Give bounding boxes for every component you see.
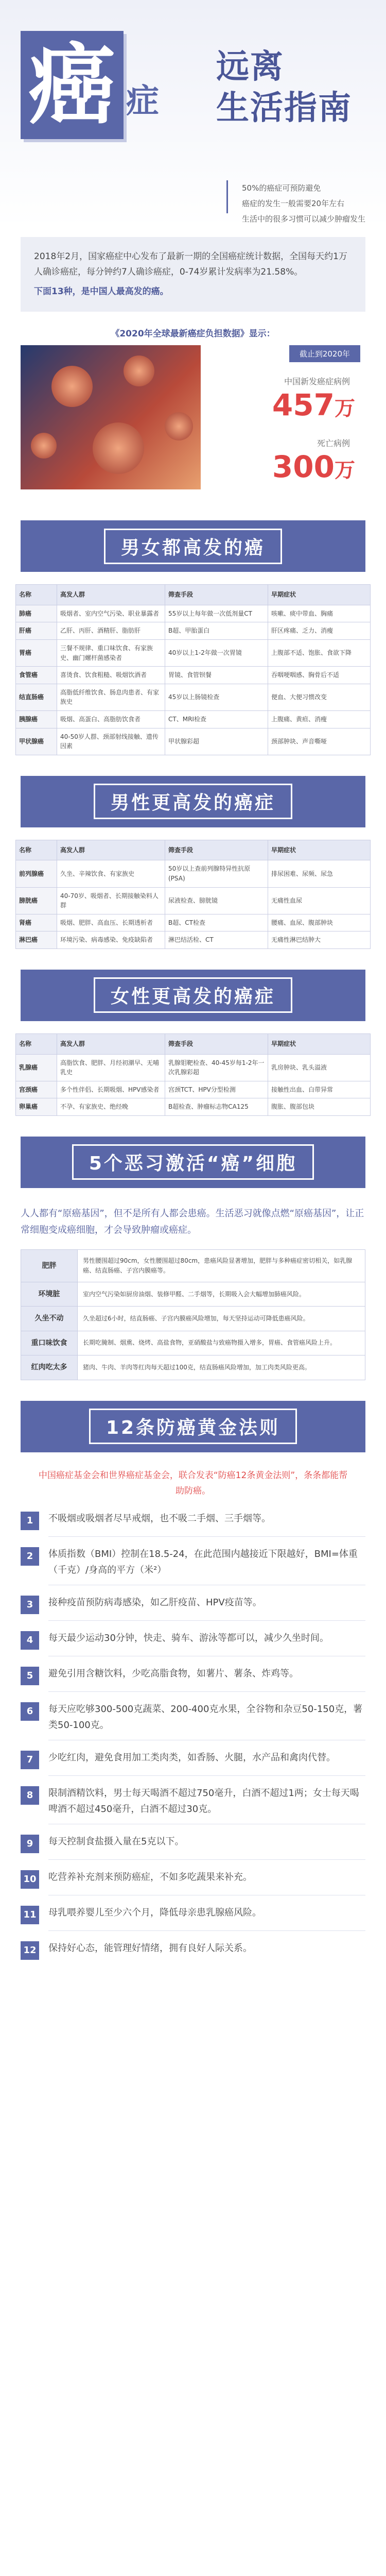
- habit-name: 肥胖: [21, 1249, 78, 1282]
- table-row: [16, 640, 371, 667]
- table-row: [16, 728, 371, 755]
- cell-early-symptom: 咳嗽、痰中带血、胸痛: [268, 605, 371, 622]
- habit-description: 久坐超过6小时，结直肠癌、子宫内膜癌风险增加，每天坚持运动可降低患癌风险。: [78, 1307, 365, 1331]
- habit-name: 久坐不动: [21, 1307, 78, 1331]
- rule-divider: [48, 1930, 365, 1931]
- stat-death-unit: 万: [335, 459, 355, 483]
- table-row: [16, 1081, 371, 1098]
- rule-item: [21, 1834, 365, 1853]
- cell-screening: 55岁以上每年做一次低剂量CT: [165, 605, 268, 622]
- cell-screening: 尿液检查、膀胱镜: [165, 887, 268, 914]
- hero-accent-bar: [226, 180, 228, 213]
- rule-text: 每天最少运动30分钟，快走、骑车、游泳等都可以，减少久坐时间。: [48, 1632, 329, 1643]
- cell-cancer-name: 食管癌: [16, 667, 57, 684]
- table-row: [16, 1098, 371, 1116]
- habits-intro: 人人都有“原癌基因”，但不是所有人都会患癌。生活恶习就像点燃“原癌基因”，让正常细胞变成癌细胞，才会导致肿瘤或癌症。: [21, 1208, 364, 1236]
- rule-item: [21, 1869, 365, 1889]
- habit-name: 环境脏: [21, 1282, 78, 1307]
- virus-image: [21, 345, 201, 489]
- col-header-group: 高发人群: [57, 840, 165, 860]
- rule-divider: [48, 1775, 365, 1776]
- data-title: [0, 326, 386, 339]
- table-row: [16, 914, 371, 931]
- section-title-rules: 12条防癌黄金法则: [89, 1409, 297, 1444]
- data-title-prefix: 《2020年全球最新癌症负担数据》显示：: [111, 329, 275, 340]
- table-row: [16, 711, 371, 728]
- cell-high-risk-group: 不孕、有家族史、绝经晚: [57, 1098, 165, 1116]
- rule-number: 12: [21, 1941, 39, 1960]
- habit-row: [21, 1307, 365, 1331]
- cell-screening: 甲状腺彩超: [165, 728, 268, 755]
- col-header-name: 名称: [16, 1033, 57, 1054]
- table-female: [15, 1033, 371, 1116]
- rule-number: 2: [21, 1547, 39, 1566]
- cell-cancer-name: 宫颈癌: [16, 1081, 57, 1098]
- table-row: [16, 860, 371, 887]
- hero-char-small: 症: [126, 82, 159, 121]
- cell-early-symptom: 接触性出血、白带异常: [268, 1081, 371, 1098]
- hero-sub-line: 生活中的很多习惯可以减少肿瘤发生: [242, 214, 366, 224]
- cell-high-risk-group: 40-70岁、吸烟者、长期接触染料人群: [57, 887, 165, 914]
- rule-divider: [48, 1691, 365, 1692]
- intro-highlight: 下面13种，是中国人最高发的癌。: [34, 286, 169, 297]
- stat-death-value: [272, 449, 355, 484]
- intro-box: [21, 237, 365, 312]
- col-header-name: 名称: [16, 840, 57, 860]
- rules-list: [21, 1511, 365, 1960]
- rule-number: 11: [21, 1906, 39, 1924]
- stat-death-number: 300: [272, 449, 335, 485]
- cell-early-symptom: 上腹痛、黄疸、消瘦: [268, 711, 371, 728]
- cell-high-risk-group: 乙肝、丙肝、酒精肝、脂肪肝: [57, 622, 165, 640]
- cell-screening: 胃镜、食管钡餐: [165, 667, 268, 684]
- rule-number: 10: [21, 1870, 39, 1889]
- section-title-female: 女性更高发的癌症: [94, 977, 292, 1013]
- rule-item: [21, 1940, 365, 1960]
- habit-description: 男性腰围超过90cm，女性腰围超过80cm，患癌风险显著增加，肥胖与多种癌症密切相关，如乳腺癌、结直肠癌、子宫内膜癌等。: [78, 1249, 365, 1282]
- col-header-name: 名称: [16, 585, 57, 605]
- cell-early-symptom: 排尿困难、尿频、尿急: [268, 860, 371, 887]
- cell-early-symptom: 肝区疼痛、乏力、消瘦: [268, 622, 371, 640]
- section-banner-habits: [21, 1137, 365, 1188]
- cell-cancer-name: 甲状腺癌: [16, 728, 57, 755]
- cell-screening: B超检查、肿瘤标志物CA125: [165, 1098, 268, 1116]
- stat-new-unit: 万: [335, 397, 355, 421]
- habit-name: 重口味饮食: [21, 1331, 78, 1355]
- stats-tag: 截止到2020年: [289, 345, 360, 362]
- cell-cancer-name: 结直肠癌: [16, 684, 57, 710]
- cell-early-symptom: 无痛性淋巴结肿大: [268, 931, 371, 949]
- stat-new-label: 中国新发癌症病例: [284, 377, 350, 387]
- cell-high-risk-group: 喜烫食、饮食粗糙、吸烟饮酒者: [57, 667, 165, 684]
- table-row: [16, 622, 371, 640]
- rule-text: 每天控制食盐摄入量在5克以下。: [48, 1836, 184, 1847]
- cell-early-symptom: 上腹部不适、饱胀、食欲下降: [268, 640, 371, 667]
- rule-number: 9: [21, 1835, 39, 1853]
- col-header-screen: 筛查手段: [165, 840, 268, 860]
- cell-screening: 50岁以上查前列腺特异性抗原(PSA): [165, 860, 268, 887]
- rules-intro: 中国癌症基金会和世界癌症基金会，联合发表“防癌12条黄金法则”，条条都能帮助防癌。: [38, 1470, 348, 1497]
- rule-divider: [48, 1620, 365, 1621]
- stat-new-value: [272, 387, 355, 422]
- cell-cancer-name: 卵巢癌: [16, 1098, 57, 1116]
- cell-high-risk-group: 高脂饮食、肥胖、月经初潮早、无哺乳史: [57, 1054, 165, 1081]
- cell-cancer-name: 乳腺癌: [16, 1054, 57, 1081]
- cell-screening: 40岁以上1-2年做一次胃镜: [165, 640, 268, 667]
- table-row: [16, 931, 371, 949]
- habit-description: 长期吃腌制、烟熏、烧烤、高盐食物，亚硝酸盐与致癌物摄入增多，胃癌、食管癌风险上升。: [78, 1331, 365, 1355]
- table-header-row: [16, 585, 371, 605]
- cell-high-risk-group: 环境污染、病毒感染、免疫缺陷者: [57, 931, 165, 949]
- cell-early-symptom: 颈部肿块、声音嘶哑: [268, 728, 371, 755]
- rule-item: [21, 1546, 365, 1579]
- cell-screening: B超、甲胎蛋白: [165, 622, 268, 640]
- rule-text: 吃营养补充剂来预防癌症，不如多吃蔬果来补充。: [48, 1871, 252, 1883]
- rule-text: 避免引用含糖饮料，少吃高脂食物，如薯片、薯条、炸鸡等。: [48, 1668, 299, 1679]
- hero-subtitle: [242, 180, 376, 227]
- cell-high-risk-group: 吸烟、肥胖、高血压、长期透析者: [57, 914, 165, 931]
- rule-item: [21, 1750, 365, 1769]
- table-row: [16, 605, 371, 622]
- section-banner-female: [21, 970, 365, 1021]
- rule-text: 接种疫苗预防病毒感染，如乙肝疫苗、HPV疫苗等。: [48, 1597, 262, 1608]
- cell-early-symptom: 腹胀、腹部包块: [268, 1098, 371, 1116]
- col-header-screen: 筛查手段: [165, 585, 268, 605]
- rule-text: 保持好心态，能管理好情绪，拥有良好人际关系。: [48, 1942, 252, 1954]
- rule-divider: [48, 1859, 365, 1860]
- rule-text: 不吸烟或吸烟者尽早戒烟，也不吸二手烟、三手烟等。: [48, 1513, 271, 1524]
- cell-high-risk-group: 吸烟者、室内空气污染、职业暴露者: [57, 605, 165, 622]
- cell-screening: 淋巴结活检、CT: [165, 931, 268, 949]
- rule-divider: [48, 1536, 365, 1537]
- cell-high-risk-group: 三餐不规律、重口味饮食、有家族史、幽门螺杆菌感染者: [57, 640, 165, 667]
- intro-text: 2018年2月，国家癌症中心发布了最新一期的全国癌症统计数据，全国每天约1万人确诊癌症，每分钟约7人确诊癌症，0-74岁累计发病率为21.58%。: [34, 251, 347, 277]
- rule-item: [21, 1666, 365, 1685]
- table-header-row: [16, 1033, 371, 1054]
- col-header-symptom: 早期症状: [268, 585, 371, 605]
- cell-high-risk-group: 久坐、辛辣饮食、有家族史: [57, 860, 165, 887]
- section-banner-both: [21, 520, 365, 572]
- habit-row: [21, 1355, 365, 1380]
- habit-row: [21, 1331, 365, 1355]
- rule-text: 限制酒精饮料，男士每天喝酒不超过750毫升，白酒不超过1两；女士每天喝啤酒不超过450毫升，白酒不超过30克。: [48, 1787, 359, 1815]
- col-header-symptom: 早期症状: [268, 1033, 371, 1054]
- section-title-habits: 5个恶习激活“癌”细胞: [72, 1144, 314, 1180]
- stats-row: [21, 345, 365, 500]
- rule-item: [21, 1595, 365, 1614]
- table-row: [16, 887, 371, 914]
- cell-cancer-name: 膀胱癌: [16, 887, 57, 914]
- rule-number: 7: [21, 1751, 39, 1769]
- table-header-row: [16, 840, 371, 860]
- rule-number: 1: [21, 1512, 39, 1530]
- rule-item: [21, 1701, 365, 1734]
- habit-description: 室内空气污染如厨房油烟、装修甲醛、二手烟等，长期吸入会大幅增加肺癌风险。: [78, 1282, 365, 1307]
- cell-high-risk-group: 40-50岁人群、颈部射线接触、遗传因素: [57, 728, 165, 755]
- habit-description: 猪肉、牛肉、羊肉等红肉每天超过100克，结直肠癌风险增加，加工肉类风险更高。: [78, 1355, 365, 1380]
- section-title-male: 男性更高发的癌症: [94, 784, 292, 819]
- cell-early-symptom: 便血、大便习惯改变: [268, 684, 371, 710]
- rule-item: [21, 1785, 365, 1818]
- section-banner-male: [21, 776, 365, 827]
- cell-high-risk-group: 多个性伴侣、长期吸烟、HPV感染者: [57, 1081, 165, 1098]
- cell-screening: 宫颈TCT、HPV分型检测: [165, 1081, 268, 1098]
- hero-title-line2: 生活指南: [216, 89, 352, 127]
- cell-cancer-name: 肝癌: [16, 622, 57, 640]
- rule-text: 每天应吃够300-500克蔬菜、200-400克水果，全谷物和杂豆50-150克，薯类50-100克。: [48, 1703, 363, 1731]
- habit-row: [21, 1282, 365, 1307]
- col-header-symptom: 早期症状: [268, 840, 371, 860]
- rule-item: [21, 1630, 365, 1650]
- stat-death-label: 死亡病例: [317, 438, 350, 449]
- section-title-both: 男女都高发的癌: [104, 529, 282, 564]
- stat-new-number: 457: [272, 387, 335, 423]
- table-both: [15, 584, 371, 755]
- cell-high-risk-group: 高脂低纤维饮食、肠息肉患者、有家族史: [57, 684, 165, 710]
- table-row: [16, 667, 371, 684]
- rule-number: 3: [21, 1596, 39, 1614]
- section-banner-rules: [21, 1401, 365, 1452]
- table-male: [15, 840, 371, 949]
- hero-title: [216, 46, 352, 129]
- cell-cancer-name: 肺癌: [16, 605, 57, 622]
- col-header-group: 高发人群: [57, 1033, 165, 1054]
- rule-number: 8: [21, 1786, 39, 1805]
- cell-cancer-name: 淋巴癌: [16, 931, 57, 949]
- col-header-group: 高发人群: [57, 585, 165, 605]
- table-row: [16, 684, 371, 710]
- hero-sub-line: 50%的癌症可预防避免: [242, 183, 321, 193]
- cell-high-risk-group: 吸烟、高蛋白、高脂肪饮食者: [57, 711, 165, 728]
- cell-cancer-name: 肾癌: [16, 914, 57, 931]
- habit-name: 红肉吃太多: [21, 1355, 78, 1380]
- rule-number: 5: [21, 1667, 39, 1685]
- table-row: [16, 1054, 371, 1081]
- rule-text: 少吃红肉，避免食用加工类肉类，如香肠、火腿，水产品和禽肉代替。: [48, 1752, 336, 1763]
- cell-screening: B超、CT检查: [165, 914, 268, 931]
- habits-table: [21, 1249, 365, 1380]
- cell-early-symptom: 乳房肿块、乳头溢液: [268, 1054, 371, 1081]
- hero-char-tile: [21, 31, 124, 139]
- cell-early-symptom: 无痛性血尿: [268, 887, 371, 914]
- rule-item: [21, 1905, 365, 1924]
- habit-row: [21, 1249, 365, 1282]
- rule-number: 6: [21, 1702, 39, 1721]
- cell-cancer-name: 胰腺癌: [16, 711, 57, 728]
- hero-title-line1: 远离: [216, 48, 284, 86]
- rule-text: 母乳喂养婴儿至少六个月，降低母亲患乳腺癌风险。: [48, 1907, 261, 1918]
- cell-cancer-name: 前列腺癌: [16, 860, 57, 887]
- cell-screening: 乳腺钼靶检查、40-45岁每1-2年一次乳腺彩超: [165, 1054, 268, 1081]
- rule-number: 4: [21, 1631, 39, 1650]
- cell-early-symptom: 吞咽哽咽感、胸骨后不适: [268, 667, 371, 684]
- hero: [0, 0, 386, 227]
- hero-char-big: 癌: [28, 33, 116, 137]
- cell-screening: 45岁以上肠镜检查: [165, 684, 268, 710]
- rule-item: [21, 1511, 365, 1530]
- col-header-screen: 筛查手段: [165, 1033, 268, 1054]
- cell-early-symptom: 腰痛、血尿、腹部肿块: [268, 914, 371, 931]
- cell-cancer-name: 胃癌: [16, 640, 57, 667]
- cell-screening: CT、MRI检查: [165, 711, 268, 728]
- hero-sub-line: 癌症的发生一般需要20年左右: [242, 199, 345, 208]
- rule-text: 体质指数（BMI）控制在18.5-24，在此范围内越接近下限越好，BMI=体重（千克）/身高的平方（米²）: [48, 1548, 358, 1576]
